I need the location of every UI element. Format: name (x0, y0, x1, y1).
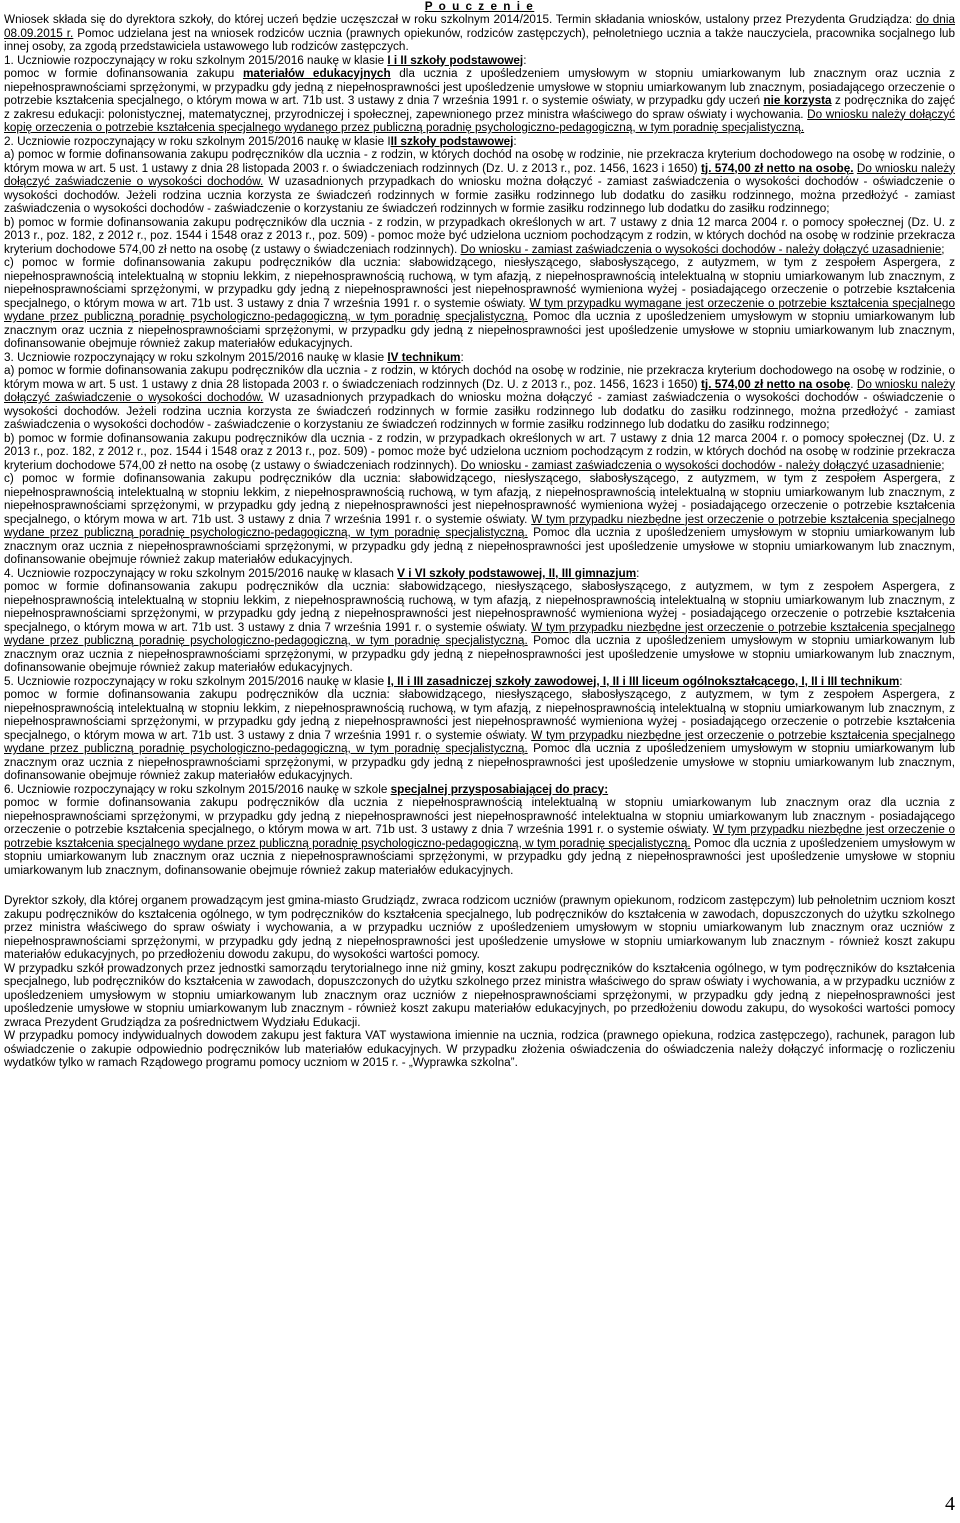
section-3-point-b (4, 432, 955, 473)
section-heading-class: II szkoły podstawowej (390, 134, 514, 148)
intro-paragraph (4, 13, 955, 54)
paragraph-text: dla ucznia z upośledzeniem umysłowym w stopniu umiarkowanym lub znacznym oraz ucznia z niepełnosprawnościami sprzężonymi, w przypadku gdy jedną z niepełnosprawności jest upośledzenie umysłowe w stopniu umiarkowanym lub znacznym, posiadającego orzeczenie o potrzebie kształcenia specjalnego, o którym mowa w art. 71b ust. 3 ustawy z dnia 7 września 1991 r. o systemie oświaty, w przypadku gdy uczeń (4, 67, 955, 107)
paragraph-text: c) pomoc w formie dofinansowania zakupu podręczników dla ucznia: słabowidzącego, niesłyszącego, słabosłyszącego, z autyzmem, w tym z zespołem Aspergera, z niepełnosprawnością intelektualną w stopniu lekkim, z niepełnosprawnością ruchową, w tym afazją, z niepełnosprawnością intelektualną w stopniu umiarkowanym lub znacznym, z niepełnosprawnościami sprzężonymi, w przypadku gdy jedną z niepełnosprawności jest niepełnosprawność wymieniona wyżej - posiadającego orzeczenie o potrzebie kształcenia specjalnego, o którym mowa w art. 71b ust. 3 ustawy z dnia 7 września 1991 r. o systemie oświaty. (4, 256, 955, 310)
paragraph-text: z podręcznika do zajęć z zakresu edukacji: polonistycznej, matematycznej, przyrodniczej i społecznej, zapewnionego przez ministra właściwego do spraw oświaty i wychowania. (4, 94, 956, 121)
paragraph-text: c) pomoc w formie dofinansowania zakupu podręczników dla ucznia: słabowidzącego, niesłyszącego, słabosłyszącego, z autyzmem, w tym z zespołem Aspergera, z niepełnosprawnością intelektualną w stopniu lekkim, z niepełnosprawnością ruchową, w tym afazją, z niepełnosprawnością intelektualną w stopniu umiarkowanym lub znacznym, z niepełnosprawnościami sprzężonymi, w przypadku gdy jedną z niepełnosprawności jest niepełnosprawność wymieniona wyżej - posiadającego orzeczenie o potrzebie kształcenia specjalnego, o którym mowa w art. 71b ust. 3 ustawy z dnia 7 września 1991 r. o systemie oświaty. (4, 472, 955, 526)
paragraph-text: W uzasadnionych przypadkach do wniosku można dołączyć - zamiast zaświadczenia o wysokości dochodów - oświadczenie o wysokości dochodów. Jeżeli rodzina ucznia korzysta ze świadczeń rodzinnych w formie zasiłku rodzinnego lub dodatku do zasiłku rodzinnego, można przedłożyć - zamiast zaświadczenia o wysokości dochodów - zaświadczenie o korzystaniu ze świadczeń rodzinnych w formie zasiłku rodzinnego lub dodatku do zasiłku rodzinnego; (4, 391, 956, 431)
intro-text: Wniosek składa się do dyrektora szkoły, do której uczeń będzie uczęszczał w roku szkolnym 2014/2015. Termin składania wniosków, ustalony przez Prezydenta Grudziądza: (4, 13, 916, 26)
section-6-heading (4, 783, 955, 797)
paragraph-requirement: W tym przypadku wymagane jest orzeczenie o potrzebie kształcenia specjalnego wydane przez publiczną poradnię psychologiczno-pedagogiczną, w tym poradnię specjalistyczną. (4, 296, 955, 323)
paragraph-text: a) pomoc w formie dofinansowania zakupu podręczników dla ucznia - z rodzin, w których dochód na osobę w rodzinie, nie przekracza kryterium dochodowego na osobę w rodzinie, o którym mowa w art. 5 ust. 1 ustawy z dnia 28 listopada 2003 r. o świadczeniach rodzinnych (Dz. U. z 2013 r., poz. 1456, 1623 i 1650) (4, 364, 955, 391)
paragraph-text: Pomoc dla ucznia z upośledzeniem umysłowym w stopniu umiarkowanym lub znacznym oraz ucznia z niepełnosprawnościami sprzężonymi, w przypadku gdy jedną z niepełnosprawności jest upośledzenie umysłowe w stopniu umiarkowanym lub znacznym, dofinansowanie obejmuje również zakup materiałów edukacyjnych. (4, 526, 955, 566)
section-heading-lead: 4. Uczniowie rozpoczynający w roku szkolnym 2015/2016 naukę w klasach (4, 566, 398, 580)
section-1-paragraph (4, 67, 955, 135)
section-heading-colon: : (460, 350, 464, 364)
paragraph-text: b) pomoc w formie dofinansowania zakupu podręczników dla ucznia - z rodzin, w przypadkach określonych w art. 7 ustawy z dnia 12 marca 2004 r. o pomocy społecznej (Dz. U. z 2013 r., poz. 182, z 2012 r., poz. 1544 i 1548 oraz z 2013 r., poz. 509) - pomoc może być udzielona uczniom pochodzącym z rodzin, w których dochód na osobę w rodzinie przekracza kryterium dochodowe 574,00 zł netto na osobę (z ustawy o świadczeniach rodzinnych). (4, 215, 955, 256)
paragraph-text: Pomoc dla ucznia z upośledzeniem umysłowym w stopniu umiarkowanym lub znacznym oraz ucznia z niepełnosprawnościami sprzężonymi, w przypadku gdy jedną z niepełnosprawności jest upośledzenie umysłowe w stopniu umiarkowanym lub znacznym, dofinansowanie obejmuje również zakup materiałów edukacyjnych. (4, 634, 955, 674)
section-4-paragraph (4, 580, 955, 675)
paragraph-text: a) pomoc w formie dofinansowania zakupu podręczników dla ucznia - z rodzin, w których dochód na osobę w rodzinie, nie przekracza kryterium dochodowego na osobę w rodzinie, o którym mowa w art. 5 ust. 1 ustawy z dnia 28 listopada 2003 r. o świadczeniach rodzinnych (Dz. U. z 2013 r., poz. 1456, 1623 i 1650) (4, 148, 955, 175)
intro-text-2: Pomoc udzielana jest na wniosek rodziców ucznia (prawnych opiekunów, rodziców zastępczych), pełnoletniego ucznia a także nauczyciela, pracownika socjalnego lub innej osoby, za zgodą przedstawiciela ustawowego lub rodziców zastępczych. (4, 26, 955, 53)
section-2-point-c (4, 256, 955, 351)
paragraph-text: pomoc w formie dofinansowania zakupu (4, 67, 243, 80)
section-2-point-b (4, 216, 955, 257)
paragraph-emphasis: nie korzysta (763, 94, 832, 107)
section-5-paragraph (4, 688, 955, 783)
section-3-heading (4, 351, 955, 365)
paragraph-text: Pomoc dla ucznia z upośledzeniem umysłowym w stopniu umiarkowanym lub znacznym oraz ucznia z niepełnosprawnościami sprzężonymi, w przypadku gdy jedną z niepełnosprawności jest upośledzenie umysłowe w stopniu umiarkowanym lub znacznym, dofinansowanie obejmuje również zakup materiałów edukacyjnych. (4, 836, 955, 877)
section-heading-lead: 1. Uczniowie rozpoczynający w roku szkolnym 2015/2016 naukę w klasie (4, 53, 388, 67)
paragraph-emphasis: materiałów edukacyjnych (242, 67, 391, 80)
closing-paragraph-proof-of-purchase: W przypadku pomocy indywidualnych dowodem zakupu jest faktura VAT wystawiona imiennie na ucznia, rodzica (prawnego opiekuna, rodzica zastępczego), rachunek, paragon lub oświadczenie o zakupie odpowiednio podręczników lub materiałów edukacyjnych. W przypadku złożenia oświadczenia do oświadczenia należy dołączyć informację o rozliczeniu wydatków tylko w ramach Rządowego programu pomocy uczniom w 2015 r. - „Wyprawka szkolna”. (4, 1029, 955, 1069)
paragraph-requirement: W tym przypadku niezbędne jest orzeczenie o potrzebie kształcenia specjalnego wydane przez publiczną poradnię psychologiczno-pedagogiczną, w tym poradnię specjalistyczną. (4, 823, 955, 850)
section-5-heading (4, 675, 955, 689)
section-heading-colon: : (513, 134, 517, 148)
section-heading-lead: 2. Uczniowie rozpoczynający w roku szkolnym 2015/2016 naukę w klasie I (4, 134, 391, 148)
document-page (4, 0, 955, 1070)
section-heading-class: specjalnej przysposabiającej do pracy: (390, 782, 609, 796)
section-1-heading (4, 54, 955, 68)
paragraph-requirement: W tym przypadku niezbędne jest orzeczenie o potrzebie kształcenia specjalnego wydane przez publiczną poradnię psychologiczno-pedagogiczną, w tym poradnię specjalistyczną. (4, 728, 955, 755)
section-2-point-a (4, 148, 955, 216)
section-4-heading (4, 567, 955, 581)
paragraph-text: Pomoc dla ucznia z upośledzeniem umysłowym w stopniu umiarkowanym lub znacznym oraz ucznia z niepełnosprawnościami sprzężonymi, w przypadku gdy jedną z niepełnosprawności jest upośledzenie umysłowe w stopniu umiarkowanym lub znacznym, dofinansowanie obejmuje również zakup materiałów edukacyjnych. (4, 742, 955, 782)
intro-deadline: do dnia 08.09.2015 r. (4, 13, 955, 40)
paragraph-text: b) pomoc w formie dofinansowania zakupu podręczników dla ucznia - z rodzin, w przypadkach określonych w art. 7 ustawy z dnia 12 marca 2004 r. o pomocy społecznej (Dz. U. z 2013 r., poz. 182, z 2012 r., poz. 1544 i 1548 oraz z 2013 r., poz. 509) - pomoc może być udzielona uczniom pochodzącym z rodzin, w których dochód na osobę w rodzinie przekracza kryterium dochodowe 574,00 zł netto na osobę (z ustawy o świadczeniach rodzinnych). (4, 431, 955, 472)
section-2-heading (4, 135, 955, 149)
closing-paragraph-other-schools: W przypadku szkół prowadzonych przez jednostki samorządu terytorialnego inne niż gminy, koszt zakupu podręczników do kształcenia ogólnego, w tym podręczników do kształcenia specjalnego, lub podręczników do kształcenia w zawodach, dopuszczonych do użytku szkolnego przez ministra właściwego do spraw oświaty i wychowania, a w przypadku uczniów z upośledzeniem umysłowym w stopniu umiarkowanym lub znacznym oraz uczniów z niepełnosprawnościami sprzężonymi, w przypadku gdy jedną z niepełnosprawności jest upośledzenie umysłowe w stopniu umiarkowanym lub znacznym - również koszt zakupu materiałów edukacyjnych, po przedłożeniu dowodu zakupu, do wysokości wartości pomocy zwraca Prezydent Grudziądza za pośrednictwem Wydziału Edukacji. (4, 961, 955, 1029)
paragraph-emphasis: tj. 574,00 zł netto na osobę (701, 377, 851, 391)
paragraph-requirement: W tym przypadku niezbędne jest orzeczenie o potrzebie kształcenia specjalnego wydane przez publiczną poradnię psychologiczno-pedagogiczną, w tym poradnię specjalistyczną. (4, 512, 955, 539)
section-heading-class: I i II szkoły podstawowej (387, 53, 524, 67)
spacer (4, 877, 955, 894)
paragraph-requirement: W tym przypadku niezbędne jest orzeczenie o potrzebie kształcenia specjalnego wydane przez publiczną poradnię psychologiczno-pedagogiczną, w tym poradnię specjalistyczną. (4, 620, 955, 647)
section-heading-class: IV technikum (387, 350, 461, 364)
section-heading-colon: : (636, 566, 640, 580)
section-heading-lead: 5. Uczniowie rozpoczynający w roku szkolnym 2015/2016 naukę w klasie (4, 674, 388, 688)
paragraph-requirement: Do wniosku należy dołączyć zaświadczenie o wysokości dochodów. (4, 161, 956, 188)
paragraph-text: pomoc w formie dofinansowania zakupu podręczników dla ucznia z niepełnosprawnością intelektualną w stopniu umiarkowanym lub znacznym oraz dla ucznia z niepełnosprawnościami sprzężonymi, w przypadku gdy jedną z niepełnosprawności jest niepełnosprawność intelektualna w stopniu umiarkowanym lub znacznym - posiadającego orzeczenie o potrzebie kształcenia specjalnego, o którym mowa w art. 71b ust. 3 ustawy z dnia 7 września 1991 r. o systemie oświaty. (4, 796, 955, 836)
paragraph-text: Pomoc dla ucznia z upośledzeniem umysłowym w stopniu umiarkowanym lub znacznym oraz ucznia z niepełnosprawnościami sprzężonymi, w przypadku gdy jedną z niepełnosprawności jest upośledzenie umysłowe w stopniu umiarkowanym lub znacznym, dofinansowanie obejmuje również zakup materiałów edukacyjnych. (4, 310, 955, 350)
paragraph-requirement: Do wniosku - zamiast zaświadczenia o wysokości dochodów - należy dołączyć uzasadnienie; (460, 242, 945, 256)
paragraph-requirement: Do wniosku - zamiast zaświadczenia o wysokości dochodów - należy dołączyć uzasadnienie; (460, 458, 945, 472)
paragraph-text: pomoc w formie dofinansowania zakupu podręczników dla ucznia: słabowidzącego, niesłyszącego, słabosłyszącego, z autyzmem, w tym z zespołem Aspergera, z niepełnosprawnością intelektualną w stopniu lekkim, z niepełnosprawnością ruchową, w tym afazją, z niepełnosprawnością intelektualną w stopniu umiarkowanym lub znacznym, z niepełnosprawnościami sprzężonymi, w przypadku gdy jedną z niepełnosprawności jest niepełnosprawność wymieniona wyżej - posiadającego orzeczenie o potrzebie kształcenia specjalnego, o którym mowa w art. 71b ust. 3 ustawy z dnia 7 września 1991 r. o systemie oświaty. (4, 688, 955, 742)
paragraph-emphasis: tj. 574,00 zł netto na osobę. (701, 161, 854, 175)
page-title: P o u c z e n i e (424, 0, 535, 13)
paragraph-text: . (850, 377, 857, 391)
section-3-point-c (4, 472, 955, 567)
paragraph-text: W uzasadnionych przypadkach do wniosku można dołączyć - zamiast zaświadczenia o wysokości dochodów - oświadczenie o wysokości dochodów. Jeżeli rodzina ucznia korzysta ze świadczeń rodzinnych w formie zasiłku rodzinnego lub dodatku do zasiłku rodzinnego, można przedłożyć - zamiast zaświadczenia o wysokości dochodów - zaświadczenie o korzystaniu ze świadczeń rodzinnych w formie zasiłku rodzinnego lub dodatku do zasiłku rodzinnego; (4, 175, 956, 215)
section-heading-lead: 6. Uczniowie rozpoczynający w roku szkolnym 2015/2016 naukę w szkole (4, 782, 391, 796)
section-heading-lead: 3. Uczniowie rozpoczynający w roku szkolnym 2015/2016 naukę w klasie (4, 350, 388, 364)
section-heading-colon: : (899, 674, 903, 688)
paragraph-text: pomoc w formie dofinansowania zakupu podręczników dla ucznia: słabowidzącego, niesłyszącego, słabosłyszącego, z autyzmem, w tym z zespołem Aspergera, z niepełnosprawnością intelektualną w stopniu lekkim, z niepełnosprawnością ruchową, w tym afazją, z niepełnosprawnością intelektualną w stopniu umiarkowanym lub znacznym, z niepełnosprawnościami sprzężonymi, w przypadku gdy jedną z niepełnosprawności jest niepełnosprawność wymieniona wyżej - posiadającego orzeczenie o potrzebie kształcenia specjalnego, o którym mowa w art. 71b ust. 3 ustawy z dnia 7 września 1991 r. o systemie oświaty. (4, 580, 955, 634)
paragraph-requirement: Do wniosku należy dołączyć zaświadczenie o wysokości dochodów. (4, 377, 956, 404)
section-3-point-a (4, 364, 955, 432)
section-6-paragraph (4, 796, 955, 877)
section-heading-class: V i VI szkoły podstawowej, II, III gimnazjum (397, 566, 637, 580)
closing-paragraph-director: Dyrektor szkoły, dla której organem prowadzącym jest gmina-miasto Grudziądz, zwraca rodzicom uczniów (prawnym opiekunom, rodzicom zastępczym) lub pełnoletnim uczniom koszt zakupu podręczników do kształcenia ogólnego, w tym podręczników do kształcenia specjalnego, lub podręczników do kształcenia w zawodach, dopuszczonych do użytku szkolnego przez ministra właściwego do spraw oświaty i wychowania, a w przypadku uczniów z upośledzeniem umysłowym w stopniu umiarkowanym lub znacznym oraz uczniów z niepełnosprawnościami sprzężonymi, w przypadku gdy jedną z niepełnosprawności jest upośledzenie umysłowe w stopniu umiarkowanym lub znacznym - również koszt zakupu materiałów edukacyjnych, po przedłożeniu dowodu zakupu, do wysokości wartości pomocy. (4, 894, 955, 961)
section-heading-class: I, II i III zasadniczej szkoły zawodowej, I, II i III liceum ogólnokształcącego, I, II i III technikum (387, 674, 900, 688)
paragraph-requirement: Do wniosku należy dołączyć kopię orzeczenia o potrzebie kształcenia specjalnego wydanego przez publiczną poradnię psychologiczno-pedagogiczną, w tym poradnię specjalistyczną. (4, 107, 955, 134)
page-number: 4 (945, 1493, 955, 1515)
section-heading-colon: : (523, 53, 527, 67)
